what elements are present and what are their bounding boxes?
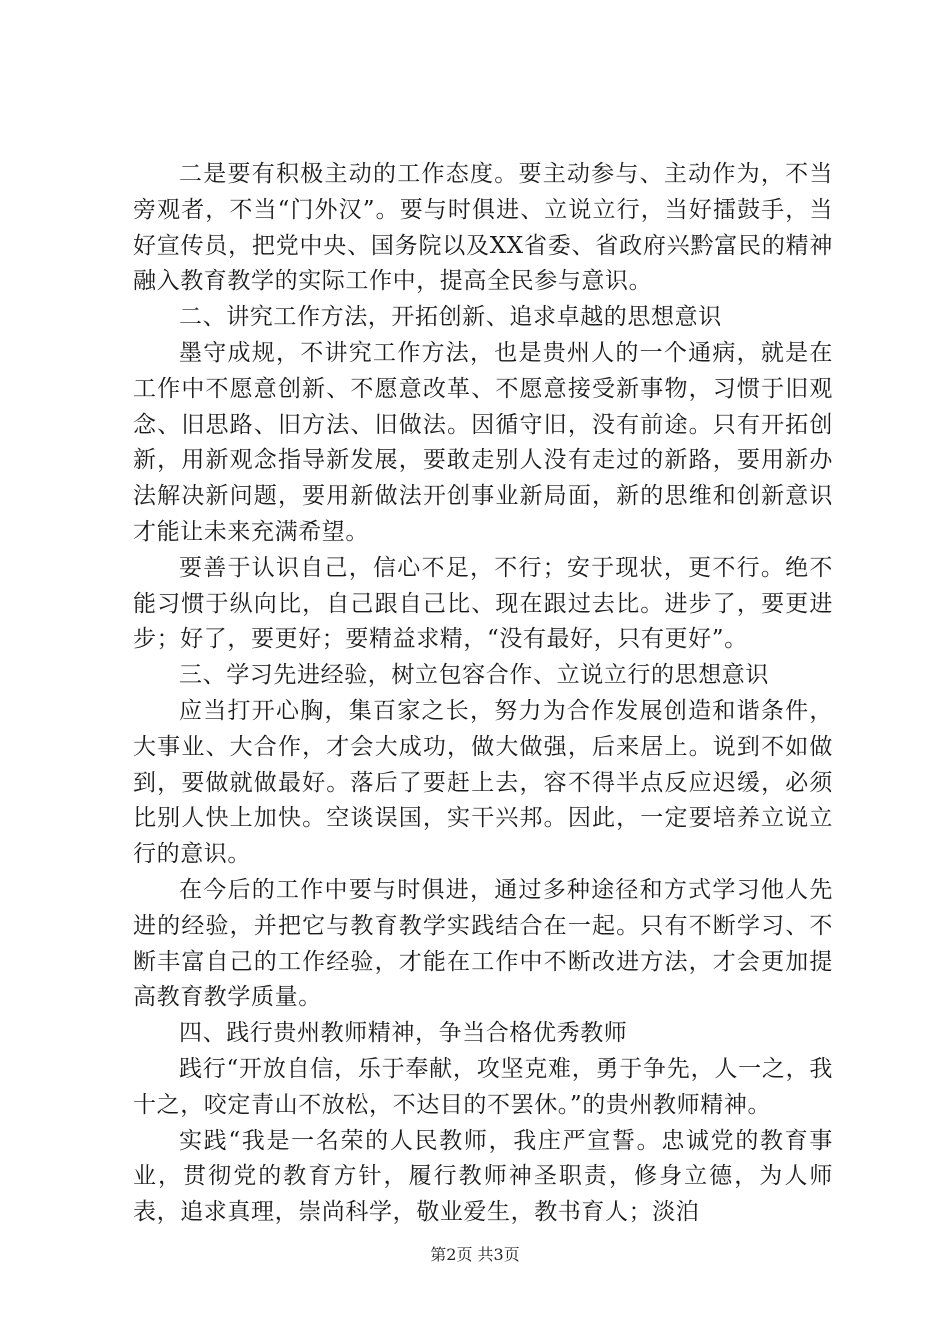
paragraph-learning: 在今后的工作中要与时俱进，通过多种途径和方式学习他人先进的经验，并把它与教育教学实践结合在一起。只有不断学习、不断丰富自己的工作经验，才能在工作中不断改进方法，才会更加提高教育教学质量。	[133, 876, 833, 1011]
page-footer: 第2页 共3页	[430, 1245, 520, 1264]
paragraph-cooperation: 应当打开心胸，集百家之长，努力为合作发展创造和谐条件，大事业、大合作，才会大成功，做大做强，后来居上。说到不如做到，要做就做最好。落后了要赶上去，容不得半点反应迟缓，必须比别人快上加快。空谈误国，实干兴邦。因此，一定要培养立说立行的意识。	[133, 697, 833, 868]
section-heading-4: 四、践行贵州教师精神，争当合格优秀教师	[179, 1020, 628, 1047]
paragraph-self-awareness: 要善于认识自己，信心不足，不行；安于现状，更不行。绝不能习惯于纵向比，自己跟自己比、现在跟过去比。进步了，要更进步；好了，要更好；要精益求精，“没有最好，只有更好”。	[133, 554, 833, 653]
document-body	[133, 157, 833, 1231]
paragraph-teacher-spirit: 践行“开放自信，乐于奉献，攻坚克难，勇于争先，人一之，我十之，咬定青山不放松，不达目的不罢休。”的贵州教师精神。	[133, 1055, 833, 1118]
paragraph-innovation: 墨守成规，不讲究工作方法，也是贵州人的一个通病，就是在工作中不愿意创新、不愿意改革、不愿意接受新事物，习惯于旧观念、旧思路、旧方法、旧做法。因循守旧，没有前途。只有开拓创新，用新观念指导新发展，要敢走别人没有走过的新路，要用新办法解决新问题，要用新做法开创事业新局面，新的思维和创新意识才能让未来充满希望。	[133, 339, 833, 545]
paragraph-attitude: 二是要有积极主动的工作态度。要主动参与、主动作为，不当旁观者，不当“门外汉”。要与时俱进、立说立行，当好擂鼓手，当好宣传员，把党中央、国务院以及XX省委、省政府兴黔富民的精神融入教育教学的实际工作中，提高全民参与意识。	[133, 161, 833, 295]
section-heading-3: 三、学习先进经验，树立包容合作、立说立行的思想意识	[179, 662, 769, 689]
section-heading-2: 二、讲究工作方法，开拓创新、追求卓越的思想意识	[179, 304, 722, 331]
paragraph-teacher-oath: 实践“我是一名荣的人民教师，我庄严宣誓。忠诚党的教育事业，贯彻党的教育方针，履行教师神圣职责，修身立德，为人师表，追求真理，崇尚科学，敬业爱生，教书育人；淡泊	[133, 1127, 833, 1226]
